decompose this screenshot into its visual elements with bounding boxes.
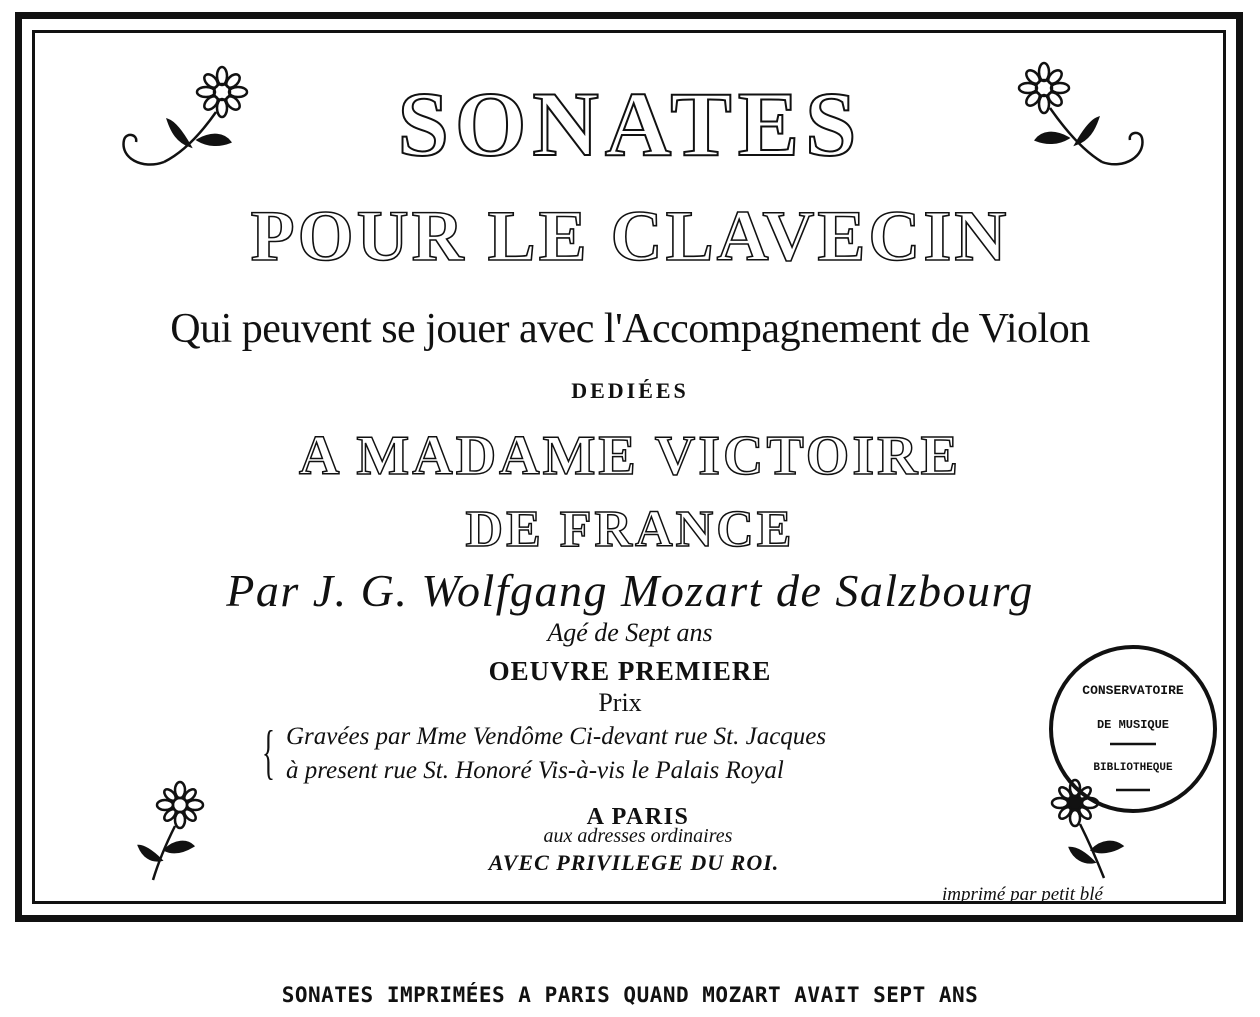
royal-privilege: AVEC PRIVILEGE DU ROI. <box>488 850 780 875</box>
composer-credit: Par J. G. Wolfgang Mozart de Salzbourg <box>226 565 1034 616</box>
dedicatee-line-2: DE FRANCE <box>465 501 795 558</box>
engraver-address <box>262 720 826 788</box>
brace-ornament-icon: { <box>262 719 275 785</box>
stamp-line-1: CONSERVATOIRE <box>1082 683 1184 698</box>
engraver-line-2: à present rue St. Honoré Vis-à-vis le Palais Royal <box>286 757 784 784</box>
stamp-line-3: BIBLIOTHEQUE <box>1093 762 1173 774</box>
stamp-line-2: DE MUSIQUE <box>1096 718 1170 732</box>
engraver-line-1: Gravées par Mme Vendôme Ci-devant rue St. Jacques <box>286 723 827 750</box>
instrument-heading: POUR LE CLAVECIN <box>250 196 1010 276</box>
addresses-label: aux adresses ordinaires <box>543 825 733 847</box>
dedicatee-line-1: A MADAME VICTOIRE <box>299 425 961 487</box>
city-label: A PARIS <box>586 804 690 830</box>
price-label: Prix <box>598 688 642 717</box>
title-heading: SONATES <box>397 73 863 175</box>
opus-label: OEUVRE PREMIERE <box>488 656 772 686</box>
printer-credit: imprimé par petit blé <box>942 884 1103 905</box>
image-caption: SONATES IMPRIMÉES A PARIS QUAND MOZART AVAIT SEPT ANS <box>281 983 979 1007</box>
accompaniment-text: Qui peuvent se jouer avec l'Accompagnement de Violon <box>170 306 1090 352</box>
dedication-label: DEDIÉES <box>571 378 689 403</box>
composer-age: Agé de Sept ans <box>547 618 713 647</box>
